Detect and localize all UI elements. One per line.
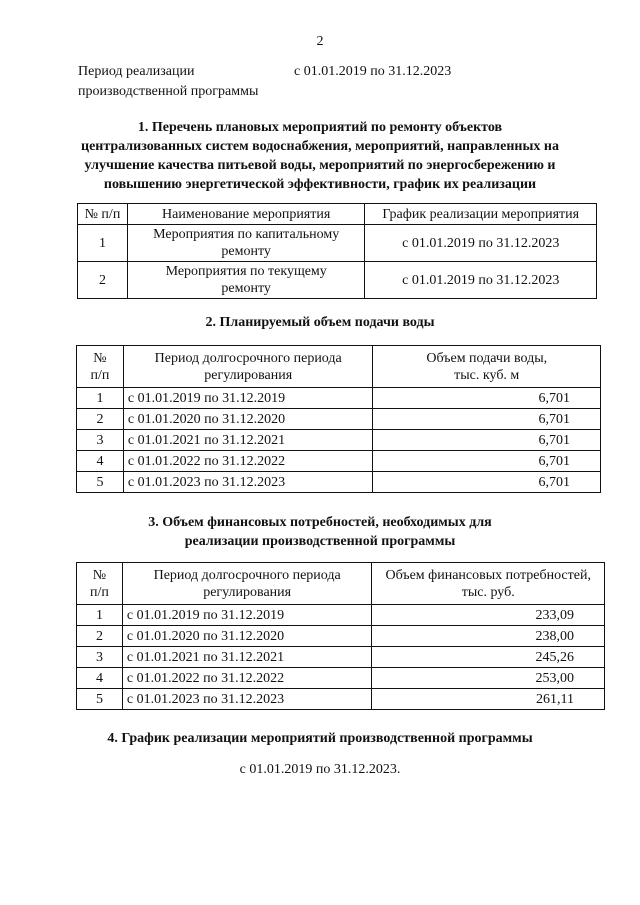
table-row: [78, 262, 597, 299]
row-period: с 01.01.2021 по 31.12.2021: [123, 430, 373, 451]
row-num: 4: [77, 451, 124, 472]
row-period: с 01.01.2023 по 31.12.2023: [123, 472, 373, 493]
section4-title: 4. График реализации мероприятий производственной программы: [107, 731, 533, 746]
page-number: 2: [316, 34, 324, 49]
table-header-row: [77, 563, 605, 605]
row-num: 4: [77, 668, 123, 689]
row-period: с 01.01.2019 по 31.12.2019: [122, 605, 372, 626]
row-num: 1: [77, 605, 123, 626]
row-num: 2: [77, 409, 124, 430]
row-volume: 6,701: [373, 451, 601, 472]
table-row: [77, 451, 601, 472]
table-row: [78, 225, 597, 262]
water-supply-table: [76, 345, 601, 493]
row-volume: 6,701: [373, 430, 601, 451]
row-num: 2: [77, 626, 123, 647]
col-header-name: Наименование мероприятия: [127, 204, 365, 225]
section2-title: 2. Планируемый объем подачи воды: [205, 315, 435, 330]
row-num: 1: [77, 388, 124, 409]
row-volume: 6,701: [373, 409, 601, 430]
section3-title: 3. Объем финансовых потребностей, необходимых для реализации производственной программы: [148, 515, 492, 549]
table-row: [77, 409, 601, 430]
table-header-row: [78, 204, 597, 225]
row-num: 2: [78, 262, 128, 299]
table-row: [77, 388, 601, 409]
period-value: с 01.01.2019 по 31.12.2023: [294, 64, 452, 79]
table-row: [77, 647, 605, 668]
col-header-period: Период долгосрочного периода регулирования: [122, 563, 372, 605]
program-period: [78, 62, 578, 102]
row-period: с 01.01.2020 по 31.12.2020: [123, 409, 373, 430]
activities-table: [77, 203, 597, 299]
period-label-continued: производственной программы: [78, 84, 259, 99]
row-num: 5: [77, 472, 124, 493]
table-row: [77, 430, 601, 451]
table-row: [77, 689, 605, 710]
section1-title: 1. Перечень плановых мероприятий по ремонту объектов централизованных систем водоснабжения, мероприятий, направленных на улучшение качества питьевой воды, мероприятий по энергосбережению и повышению энергетической эффективности, график их реализации: [81, 120, 559, 192]
row-period: с 01.01.2019 по 31.12.2019: [123, 388, 373, 409]
period-label: Период реализации: [78, 64, 195, 79]
col-header-num: № п/п: [77, 346, 124, 388]
row-finance: 238,00: [372, 626, 605, 647]
table-row: [77, 626, 605, 647]
row-period: с 01.01.2022 по 31.12.2022: [122, 668, 372, 689]
activity-schedule: с 01.01.2019 по 31.12.2023: [365, 225, 597, 262]
col-header-num: № п/п: [77, 563, 123, 605]
row-volume: 6,701: [373, 472, 601, 493]
col-header-volume: Объем подачи воды, тыс. куб. м: [373, 346, 601, 388]
row-period: с 01.01.2021 по 31.12.2021: [122, 647, 372, 668]
row-num: 5: [77, 689, 123, 710]
row-period: с 01.01.2020 по 31.12.2020: [122, 626, 372, 647]
row-finance: 253,00: [372, 668, 605, 689]
col-header-period: Период долгосрочного периода регулирования: [123, 346, 373, 388]
table-row: [77, 668, 605, 689]
row-finance: 261,11: [372, 689, 605, 710]
row-num: 1: [78, 225, 128, 262]
activity-name: Мероприятия по капитальному ремонту: [127, 225, 365, 262]
row-num: 3: [77, 430, 124, 451]
row-num: 3: [77, 647, 123, 668]
table-header-row: [77, 346, 601, 388]
col-header-finance: Объем финансовых потребностей, тыс. руб.: [372, 563, 605, 605]
row-period: с 01.01.2023 по 31.12.2023: [122, 689, 372, 710]
row-period: с 01.01.2022 по 31.12.2022: [123, 451, 373, 472]
table-row: [77, 605, 605, 626]
activity-name: Мероприятия по текущему ремонту: [127, 262, 365, 299]
row-finance: 233,09: [372, 605, 605, 626]
row-volume: 6,701: [373, 388, 601, 409]
col-header-num: № п/п: [78, 204, 128, 225]
activity-schedule: с 01.01.2019 по 31.12.2023: [365, 262, 597, 299]
col-header-schedule: График реализации мероприятия: [365, 204, 597, 225]
financial-needs-table: [76, 562, 605, 710]
table-row: [77, 472, 601, 493]
section4-period: с 01.01.2019 по 31.12.2023.: [239, 762, 401, 777]
row-finance: 245,26: [372, 647, 605, 668]
